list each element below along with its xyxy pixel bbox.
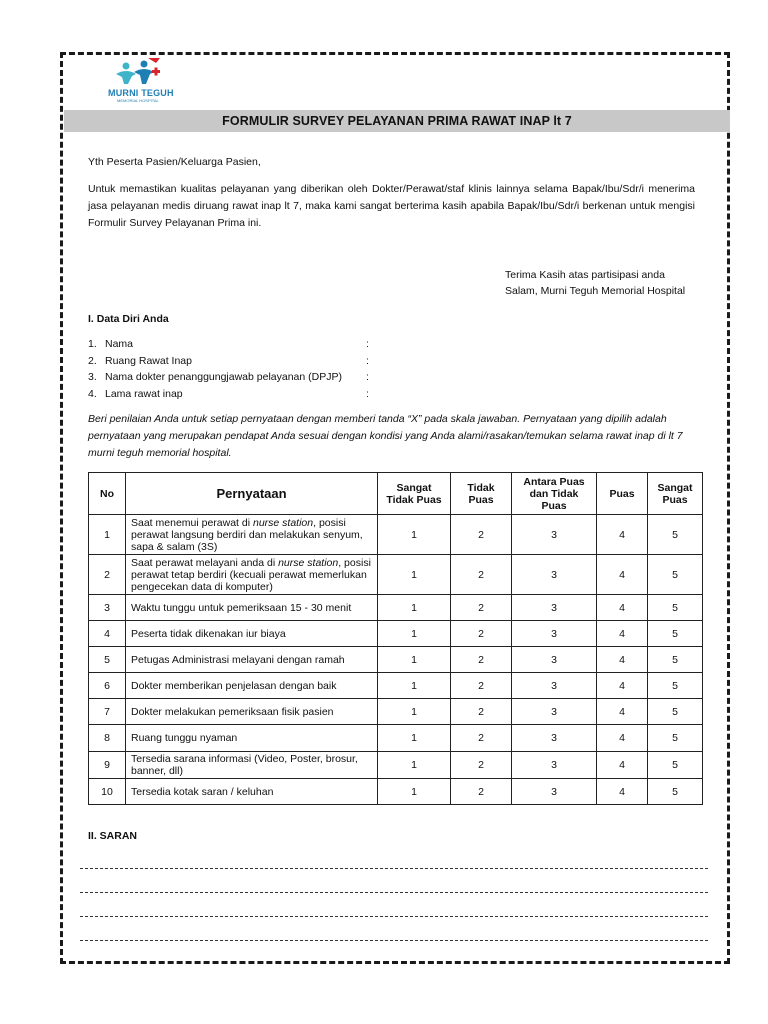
logo-name: MURNI TEGUH [108,88,174,98]
letter-closing: Salam, Murni Teguh Memorial Hospital [505,285,686,297]
row-statement [126,725,378,752]
rating-cell-5[interactable]: 5 [648,647,703,673]
row-statement [126,515,378,555]
header-scale-4: Puas [597,473,648,515]
table-row [89,779,703,805]
rating-cell-1[interactable]: 1 [378,595,451,621]
rating-cell-3[interactable]: 3 [512,555,597,595]
row-number: 1 [89,515,126,555]
field-colon: : [366,354,369,367]
row-statement [126,779,378,805]
rating-cell-2[interactable]: 2 [451,779,512,805]
table-row [89,725,703,752]
row-number: 2 [89,555,126,595]
rating-cell-3[interactable]: 3 [512,673,597,699]
field-number: 3. [88,371,97,383]
table-row [89,515,703,555]
rating-cell-5[interactable]: 5 [648,673,703,699]
field-colon: : [366,338,369,350]
rating-cell-4[interactable]: 4 [597,621,648,647]
data-field-room [88,355,388,372]
statement-text: Peserta tidak dikenakan iur biaya [131,627,286,640]
rating-cell-4[interactable]: 4 [597,647,648,673]
row-number: 9 [89,752,126,779]
rating-cell-2[interactable]: 2 [451,752,512,779]
rating-cell-5[interactable]: 5 [648,699,703,725]
form-title: FORMULIR SURVEY PELAYANAN PRIMA RAWAT INAP lt 7 [64,110,730,132]
row-statement [126,752,378,779]
field-number: 4. [88,387,97,400]
letter-greeting: Yth Peserta Pasien/Keluarga Pasien, [88,156,261,168]
field-number: 1. [88,338,97,350]
statement-text: Dokter memberikan penjelasan dengan baik [131,679,337,692]
table-row [89,752,703,779]
rating-cell-3[interactable]: 3 [512,647,597,673]
rating-cell-2[interactable]: 2 [451,621,512,647]
rating-cell-5[interactable]: 5 [648,621,703,647]
row-number: 3 [89,595,126,621]
section2-title: II. SARAN [88,830,138,842]
rating-cell-3[interactable]: 3 [512,779,597,805]
row-number: 6 [89,673,126,699]
rating-cell-1[interactable]: 1 [378,725,451,752]
row-statement [126,673,378,699]
rating-cell-2[interactable]: 2 [451,555,512,595]
rating-cell-5[interactable]: 5 [648,515,703,555]
rating-cell-1[interactable]: 1 [378,752,451,779]
rating-cell-3[interactable]: 3 [512,515,597,555]
rating-cell-4[interactable]: 4 [597,515,648,555]
data-field-stay [88,388,388,405]
header-no: No [89,473,126,515]
rating-cell-5[interactable]: 5 [648,555,703,595]
row-statement [126,595,378,621]
rating-cell-4[interactable]: 4 [597,595,648,621]
row-number: 5 [89,647,126,673]
rating-cell-1[interactable]: 1 [378,555,451,595]
rating-cell-1[interactable]: 1 [378,647,451,673]
rating-cell-3[interactable]: 3 [512,752,597,779]
rating-cell-1[interactable]: 1 [378,515,451,555]
rating-cell-4[interactable]: 4 [597,555,648,595]
statement-text: Waktu tunggu untuk pemeriksaan 15 - 30 menit [131,601,352,614]
rating-cell-2[interactable]: 2 [451,699,512,725]
statement-text-end: , posisi perawat langsung berdiri dan melakukan senyum, sapa & salam (3S) [131,516,363,553]
field-colon: : [366,371,369,383]
statement-text: Tersedia sarana informasi (Video, Poster, brosur, banner, dll) [131,753,358,777]
rating-cell-3[interactable]: 3 [512,595,597,621]
row-number: 4 [89,621,126,647]
table-row [89,555,703,595]
rating-cell-2[interactable]: 2 [451,647,512,673]
suggestion-line-1[interactable] [80,868,708,869]
rating-cell-1[interactable]: 1 [378,673,451,699]
rating-cell-3[interactable]: 3 [512,725,597,752]
field-label: Nama dokter penanggungjawab pelayanan (DPJP) [105,371,342,383]
suggestion-line-2[interactable] [80,892,708,893]
rating-cell-5[interactable]: 5 [648,752,703,779]
rating-cell-4[interactable]: 4 [597,699,648,725]
field-label: Lama rawat inap [105,387,183,400]
header-statement: Pernyataan [126,473,378,515]
rating-cell-4[interactable]: 4 [597,779,648,805]
row-statement [126,647,378,673]
table-row [89,673,703,699]
section1-title: I. Data Diri Anda [88,313,169,325]
rating-cell-1[interactable]: 1 [378,621,451,647]
row-number: 8 [89,725,126,752]
table-row [89,621,703,647]
row-statement [126,555,378,595]
header-scale-1: Sangat Tidak Puas [378,473,451,515]
header-scale-2: Tidak Puas [451,473,512,515]
field-label: Ruang Rawat Inap [105,354,192,367]
rating-cell-3[interactable]: 3 [512,699,597,725]
statement-emphasis: nurse station [278,556,339,569]
instruction-text: Beri penilaian Anda untuk setiap pernyataan dengan memberi tanda “X” pada skala jawaban. Pernyataan yang dipilih adalah pernyataan yang merupakan pendapat Anda sesuai dengan kondisi yang Anda alami/rasakan/temukan selama rawat inap di lt 7 murni teguh memorial hospital. [88,413,683,459]
suggestion-line-3[interactable] [80,916,708,917]
rating-cell-5[interactable]: 5 [648,725,703,752]
rating-cell-2[interactable]: 2 [451,515,512,555]
statement-text-end: , posisi perawat tetap berdiri (kecuali perawat memerlukan pengecekan data di komputer) [131,556,371,593]
rating-cell-1[interactable]: 1 [378,699,451,725]
letter-thanks: Terima Kasih atas partisipasi anda [505,269,665,281]
header-scale-3: Antara Puas dan Tidak Puas [512,473,597,515]
table-header-row [89,473,703,515]
field-colon: : [366,387,369,400]
rating-cell-5[interactable]: 5 [648,595,703,621]
statement-text: Saat perawat melayani anda di [131,556,279,569]
statement-text: Saat menemui perawat di [131,516,253,529]
field-number: 2. [88,354,97,367]
data-field-doctor [88,371,388,388]
letter-body: Untuk memastikan kualitas pelayanan yang diberikan oleh Dokter/Perawat/staf klinis lainnya selama Bapak/Ibu/Sdr/i menerima jasa pelayanan medis diruang rawat inap lt 7, maka kami sangat berterima kasih apabila Bapak/Ibu/Sdr/i berkenan untuk mengisi Formulir Survey Pelayanan Prima ini. [88,183,695,229]
statement-text: Petugas Administrasi melayani dengan ramah [131,653,345,666]
survey-table [88,472,703,805]
rating-cell-2[interactable]: 2 [451,725,512,752]
rating-cell-4[interactable]: 4 [597,752,648,779]
table-row [89,647,703,673]
rating-cell-4[interactable]: 4 [597,725,648,752]
table-row [89,595,703,621]
statement-emphasis: nurse station [252,516,314,529]
rating-cell-1[interactable]: 1 [378,779,451,805]
header-scale-5: Sangat Puas [648,473,703,515]
field-label: Nama [105,338,134,350]
rating-cell-2[interactable]: 2 [451,673,512,699]
statement-text: Tersedia kotak saran / keluhan [131,785,274,798]
statement-text: Dokter melakukan pemeriksaan fisik pasien [131,705,334,718]
row-statement [126,699,378,725]
row-number: 10 [89,779,126,805]
rating-cell-4[interactable]: 4 [597,673,648,699]
logo-subtitle: MEMORIAL HOSPITAL [117,98,159,103]
statement-text: Ruang tunggu nyaman [131,732,238,744]
suggestion-line-4[interactable] [80,940,708,941]
row-statement [126,621,378,647]
rating-cell-2[interactable]: 2 [451,595,512,621]
rating-cell-3[interactable]: 3 [512,621,597,647]
rating-cell-5[interactable]: 5 [648,779,703,805]
personal-data-list [88,338,388,404]
data-field-name [88,338,388,355]
table-row [89,699,703,725]
row-number: 7 [89,699,126,725]
